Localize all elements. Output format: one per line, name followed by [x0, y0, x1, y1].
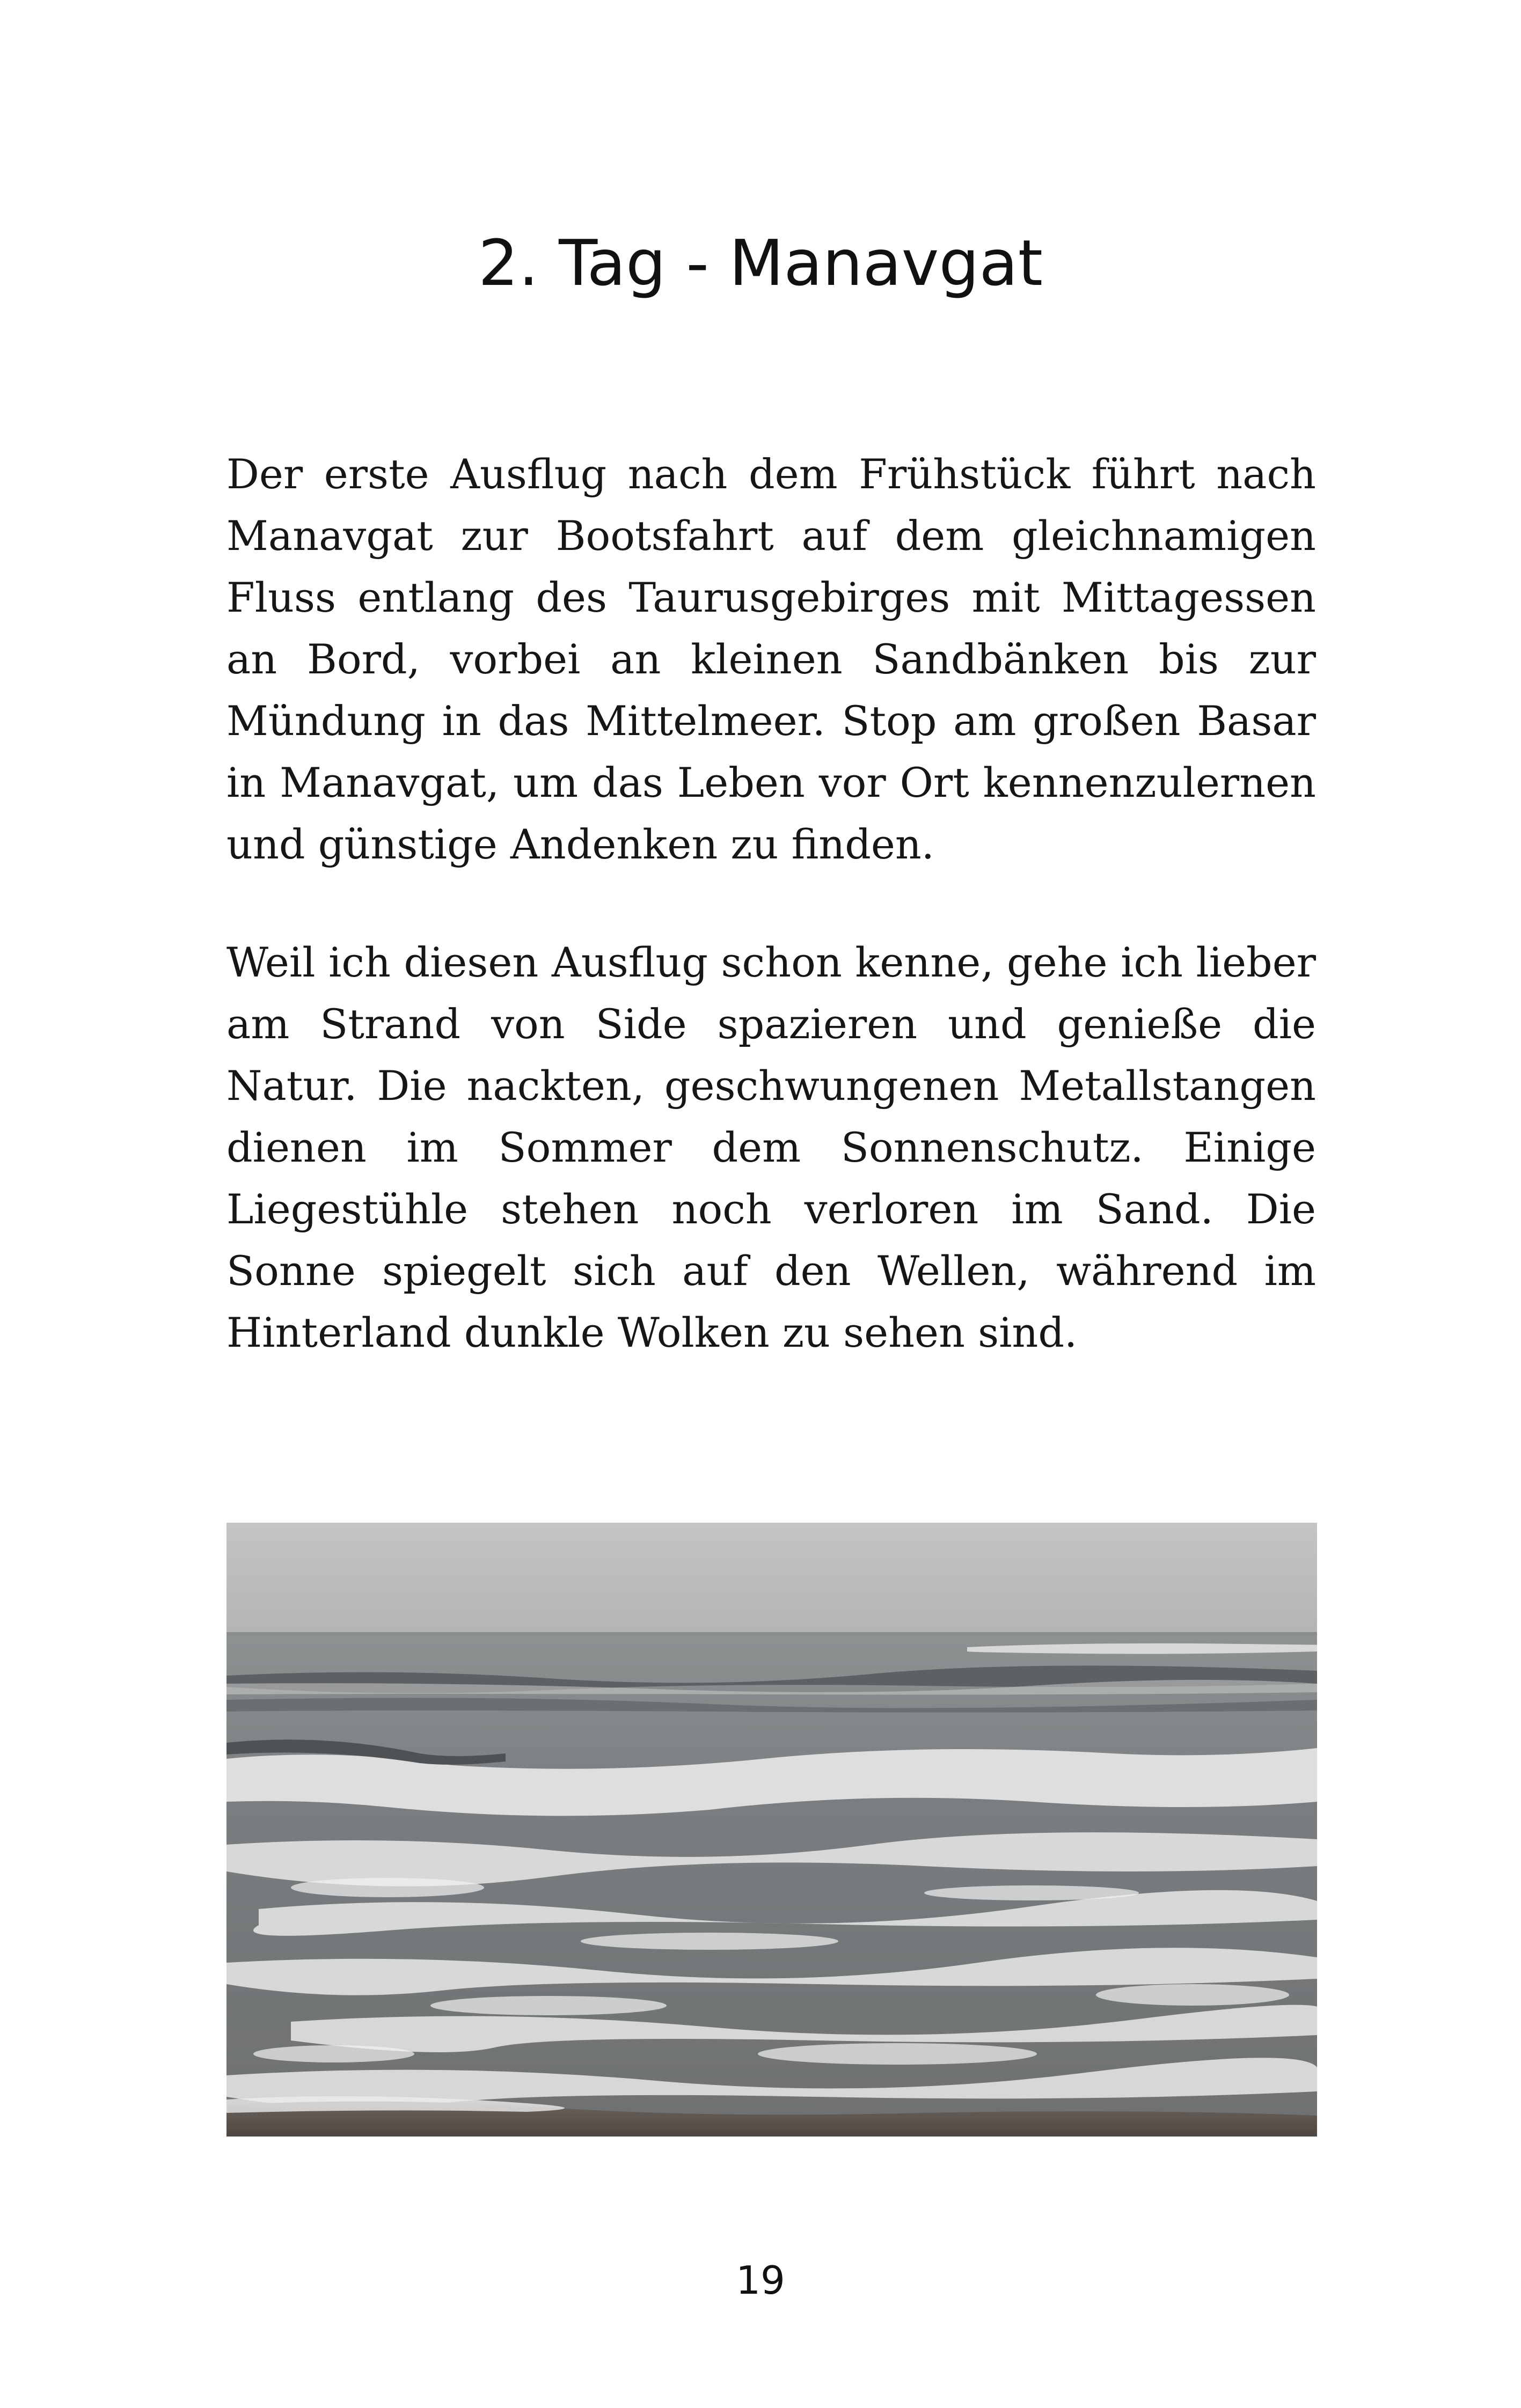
photo-illustration — [226, 1523, 1317, 2137]
chapter-title: 2. Tag - Manavgat — [478, 226, 1043, 300]
paragraph-2: Weil ich diesen Ausflug schon kenne, gehe ich lieber am Strand von Side spazieren und genieße die Natur. Die nackten, geschwungenen Metallstangen dienen im Sommer dem Sonnenschutz. Einige Liegestühle stehen noch verloren im Sand. Die Sonne spiegelt sich auf den Wellen, während im Hinterland dunkle Wolken zu sehen sind. — [226, 938, 1316, 1356]
beach-waves-photo — [226, 1523, 1317, 2137]
paragraph-1: Der erste Ausflug nach dem Frühstück führt nach Manavgat zur Bootsfahrt auf dem gleichnamigen Fluss entlang des Taurusgebirges mit Mittagessen an Bord, vorbei an kleinen Sandbänken bis zur Mündung in das Mittelmeer. Stop am großen Basar in Manavgat, um das Leben vor Ort kennenzulernen und günstige Andenken zu finden. — [226, 450, 1316, 868]
page-number: 19 — [736, 2258, 785, 2303]
